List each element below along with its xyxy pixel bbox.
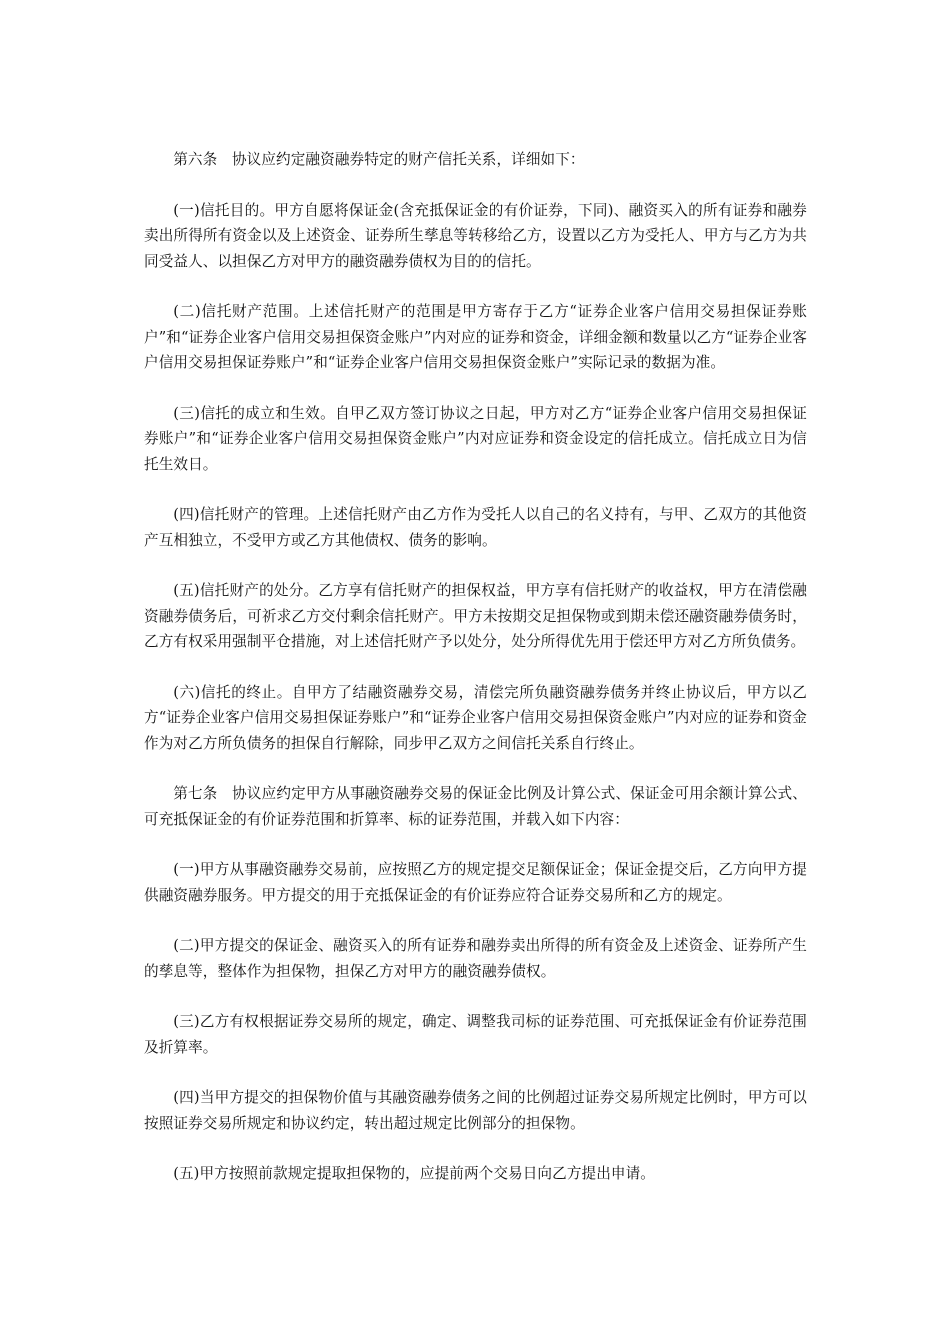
article-6-heading: 第六条 协议应约定融资融券特定的财产信托关系，详细如下： xyxy=(173,151,585,168)
trust-disposal-paragraph: (五)信托财产的处分。乙方享有信托财产的担保权益，甲方享有信托财产的收益权，甲方在清偿融资融券债务后，可祈求乙方交付剩余信托财产。甲方未按期交足担保物或到期未偿还融资融券债务时，乙方有权采用强制平仓措施，对上述信托财产予以处分，处分所得优先用于偿还甲方对乙方所负债务。 xyxy=(144,582,807,650)
trust-property-scope-paragraph: (二)信托财产范围。上述信托财产的范围是甲方寄存于乙方“证券企业客户信用交易担保证券账户”和“证券企业客户信用交易担保资金账户”内对应的证券和资金，详细金额和数量以乙方“证券企业客户信用交易担保证券账户”和“证券企业客户信用交易担保资金账户”实际记录的数据为准。 xyxy=(144,303,807,371)
trust-management-paragraph: (四)信托财产的管理。上述信托财产由乙方作为受托人以自己的名义持有，与甲、乙双方的其他资产互相独立，不受甲方或乙方其他债权、债务的影响。 xyxy=(144,506,807,549)
document-body xyxy=(144,147,807,1212)
article-7-heading: 第七条 协议应约定甲方从事融资融券交易的保证金比例及计算公式、保证金可用余额计算公式、可充抵保证金的有价证券范围和折算率、标的证券范围，并载入如下内容： xyxy=(144,785,807,828)
collateral-withdrawal-paragraph: (五)甲方按照前款规定提取担保物的，应提前两个交易日向乙方提出申请。 xyxy=(173,1165,655,1182)
excess-collateral-paragraph: (四)当甲方提交的担保物价值与其融资融券债务之间的比例超过证券交易所规定比例时，甲方可以按照证券交易所规定和协议约定，转出超过规定比例部分的担保物。 xyxy=(144,1089,807,1132)
margin-submission-paragraph: (一)甲方从事融资融券交易前，应按照乙方的规定提交足额保证金；保证金提交后，乙方向甲方提供融资融券服务。甲方提交的用于充抵保证金的有价证券应符合证券交易所和乙方的规定。 xyxy=(144,861,807,904)
trust-purpose-paragraph: (一)信托目的。甲方自愿将保证金(含充抵保证金的有价证券，下同)、融资买入的所有证券和融券卖出所得所有资金以及上述资金、证券所生孳息等转移给乙方，设置以乙方为受托人、甲方与乙方为共同受益人、以担保乙方对甲方的融资融券债权为目的的信托。 xyxy=(144,201,807,270)
securities-scope-paragraph: (三)乙方有权根据证券交易所的规定，确定、调整我司标的证券范围、可充抵保证金有价证券范围及折算率。 xyxy=(144,1013,807,1056)
collateral-paragraph: (二)甲方提交的保证金、融资买入的所有证券和融券卖出所得的所有资金及上述资金、证券所产生的孳息等，整体作为担保物，担保乙方对甲方的融资融券债权。 xyxy=(144,937,807,980)
trust-termination-paragraph: (六)信托的终止。自甲方了结融资融券交易，清偿完所负融资融券债务并终止协议后，甲方以乙方“证券企业客户信用交易担保证券账户”和“证券企业客户信用交易担保资金账户”内对应的证券和资金作为对乙方所负债务的担保自行解除，同步甲乙双方之间信托关系自行终止。 xyxy=(144,683,807,752)
trust-establishment-paragraph: (三)信托的成立和生效。自甲乙双方签订协议之日起，甲方对乙方“证券企业客户信用交易担保证券账户”和“证券企业客户信用交易担保资金账户”内对应证券和资金设定的信托成立。信托成立日为信托生效日。 xyxy=(144,404,807,473)
